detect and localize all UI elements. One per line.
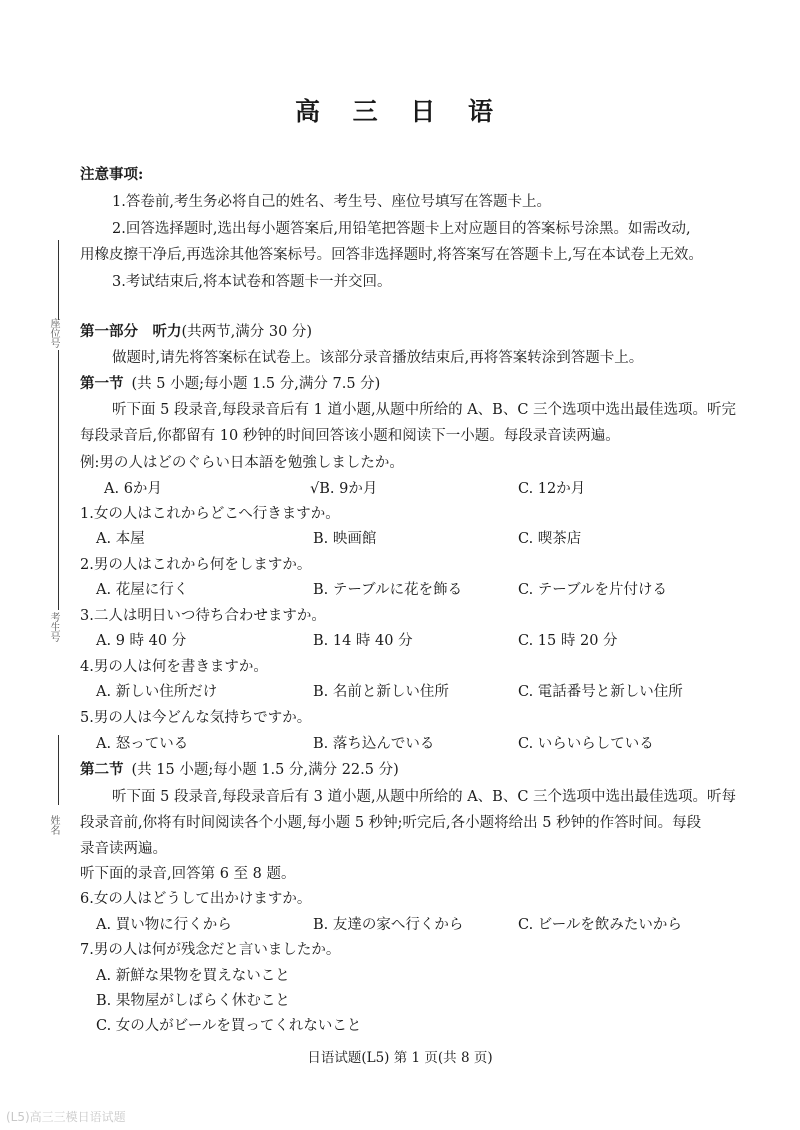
section2-heading: 第二节 xyxy=(80,761,124,778)
question-7-option-a: A. 新鮮な果物を買えないこと xyxy=(96,968,290,984)
question-3-option-c: C. 15 時 20 分 xyxy=(518,633,618,649)
example-option-b: √B. 9か月 xyxy=(310,481,378,497)
seat-number-label: 座位号 xyxy=(48,318,59,348)
question-6-option-b: B. 友達の家へ行くから xyxy=(313,917,464,933)
question-3-option-a: A. 9 時 40 分 xyxy=(96,633,187,649)
question-1-option-a: A. 本屋 xyxy=(96,531,145,547)
section2-heading-row xyxy=(80,760,399,780)
section1-instruction-b: 每段录音后,你都留有 10 秒钟的时间回答该小题和阅读下一小题。每段录音读两遍。 xyxy=(80,428,620,444)
binding-line-lower xyxy=(58,735,59,805)
binding-line-top xyxy=(58,240,59,320)
question-7-option-b: B. 果物屋がしばらく休むこと xyxy=(96,993,290,1009)
question-4: 4.男の人は何を書きますか。 xyxy=(80,659,268,675)
watermark: (L5)高三三模日语试题 xyxy=(6,1110,126,1124)
binding-line-mid xyxy=(58,350,59,610)
part1-instruction: 做题时,请先将答案标在试卷上。该部分录音播放结束后,再将答案转涂到答题卡上。 xyxy=(112,350,644,366)
question-5-option-b: B. 落ち込んでいる xyxy=(313,736,435,752)
question-6-option-a: A. 買い物に行くから xyxy=(96,917,232,933)
example-option-c: C. 12か月 xyxy=(518,481,586,497)
section2-instruction-a: 听下面 5 段录音,每段录音后有 3 道小题,从题中所给的 A、B、C 三个选项中选出最佳选项。听每 xyxy=(112,789,737,805)
notice-item-2b: 用橡皮擦干净后,再选涂其他答案标号。回答非选择题时,将答案写在答题卡上,写在本试卷上无效。 xyxy=(80,247,703,263)
question-3: 3.二人は明日いつ待ち合わせますか。 xyxy=(80,608,326,624)
question-2-option-c: C. テーブルを片付ける xyxy=(518,582,667,598)
question-7: 7.男の人は何が残念だと言いましたか。 xyxy=(80,942,341,958)
question-1: 1.女の人はこれからどこへ行きますか。 xyxy=(80,506,340,522)
notice-item-3: 3.考试结束后,将本试卷和答题卡一并交回。 xyxy=(112,274,392,290)
exam-number-label: 考生号 xyxy=(48,612,59,642)
notice-item-2a: 2.回答选择题时,选出每小题答案后,用铅笔把答题卡上对应题目的答案标号涂黑。如需改动, xyxy=(112,221,691,237)
part1-heading: 第一部分 听力 xyxy=(80,323,182,340)
page-title: 高 三 日 语 xyxy=(294,97,506,126)
question-2-option-b: B. テーブルに花を飾る xyxy=(313,582,463,598)
question-5: 5.男の人は今どんな気持ちですか。 xyxy=(80,710,312,726)
example-option-a: A. 6か月 xyxy=(104,481,162,497)
section1-heading-row xyxy=(80,374,380,394)
section2-instruction-b: 段录音前,你将有时间阅读各个小题,每小题 5 秒钟;听完后,各小题将给出 5 秒钟的作答时间。每段 xyxy=(80,815,702,831)
page-footer: 日语试题(L5) 第 1 页(共 8 页) xyxy=(307,1050,493,1066)
notice-heading: 注意事项: xyxy=(80,166,144,183)
question-5-option-a: A. 怒っている xyxy=(96,736,189,752)
notice-item-1: 1.答卷前,考生务必将自己的姓名、考生号、座位号填写在答题卡上。 xyxy=(112,194,551,210)
question-1-option-b: B. 映画館 xyxy=(313,531,377,547)
question-2: 2.男の人はこれから何をしますか。 xyxy=(80,557,312,573)
question-2-option-a: A. 花屋に行く xyxy=(96,582,189,598)
question-5-option-c: C. いらいらしている xyxy=(518,736,654,752)
section1-note: (共 5 小题;每小题 1.5 分,满分 7.5 分) xyxy=(131,376,381,392)
section2-instruction-c: 录音读两遍。 xyxy=(80,841,167,857)
section2-note: (共 15 小题;每小题 1.5 分,满分 22.5 分) xyxy=(131,762,399,778)
group-intro: 听下面的录音,回答第 6 至 8 题。 xyxy=(80,866,296,882)
question-3-option-b: B. 14 時 40 分 xyxy=(313,633,413,649)
question-6: 6.女の人はどうして出かけますか。 xyxy=(80,891,312,907)
question-7-option-c: C. 女の人がビールを買ってくれないこと xyxy=(96,1018,362,1034)
section1-instruction-a: 听下面 5 段录音,每段录音后有 1 道小题,从题中所给的 A、B、C 三个选项中选出最佳选项。听完 xyxy=(112,402,737,418)
question-4-option-a: A. 新しい住所だけ xyxy=(96,684,218,700)
question-4-option-b: B. 名前と新しい住所 xyxy=(313,684,449,700)
question-4-option-c: C. 電話番号と新しい住所 xyxy=(518,684,683,700)
section1-heading: 第一节 xyxy=(80,375,124,392)
part1-heading-row xyxy=(80,322,312,342)
question-1-option-c: C. 喫茶店 xyxy=(518,531,582,547)
part1-heading-note: (共两节,满分 30 分) xyxy=(181,324,313,340)
example-question: 例:男の人はどのぐらい日本語を勉強しましたか。 xyxy=(80,455,404,471)
name-label: 姓名 xyxy=(48,815,59,835)
question-6-option-c: C. ビールを飲みたいから xyxy=(518,917,682,933)
